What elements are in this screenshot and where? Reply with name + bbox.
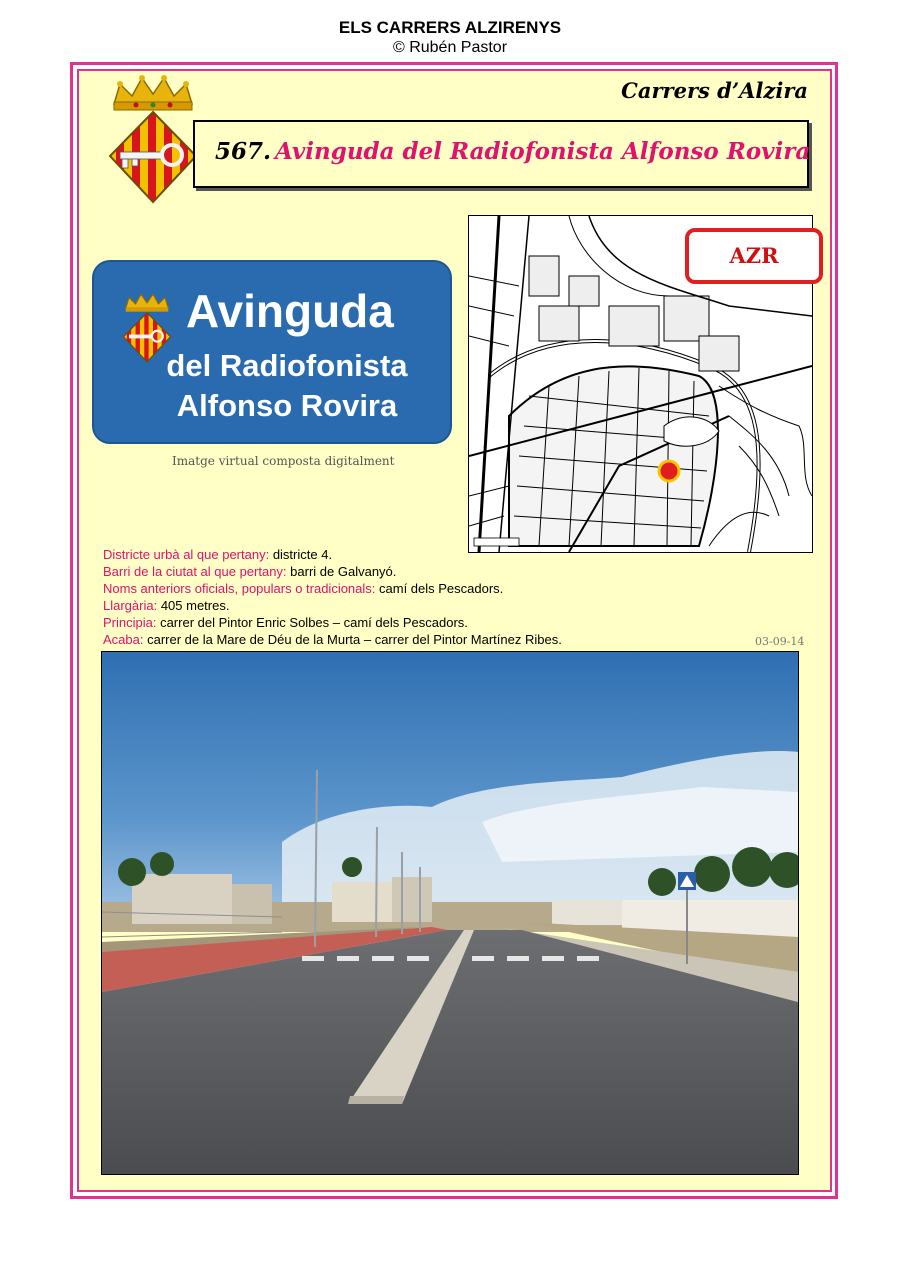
- street-photo: [101, 651, 799, 1175]
- info-row-district: Districte urbà al que pertany: districte 4.: [103, 547, 333, 562]
- street-info: [103, 546, 803, 648]
- street-name: Avinguda del Radiofonista Alfonso Rovira: [275, 138, 811, 165]
- info-row-start: Principia: carrer del Pintor Enric Solbes – camí dels Pescadors.: [103, 615, 468, 630]
- map-marker-icon: [659, 461, 679, 481]
- zone-badge: AZR: [685, 228, 823, 284]
- series-title: Carrers d’Alzira: [621, 78, 808, 103]
- street-sign: [92, 260, 452, 444]
- info-row-length: Llargària: 405 metres.: [103, 598, 230, 613]
- document-title: ELS CARRERS ALZIRENYS: [338, 18, 562, 37]
- coat-of-arms-icon: [106, 74, 200, 206]
- sign-caption: Imatge virtual composta digitalment: [172, 454, 395, 468]
- street-number: 567.: [215, 138, 272, 165]
- street-photo-drawing: [102, 652, 798, 1174]
- street-title-box: [193, 120, 809, 188]
- info-row-end: Acaba: carrer de la Mare de Déu de la Murta – carrer del Pintor Martínez Ribes.: [103, 632, 562, 647]
- info-row-former-names: Noms anteriors oficials, populars o tradicionals: camí dels Pescadors.: [103, 581, 504, 596]
- sign-line-2: del Radiofonista: [166, 348, 408, 383]
- info-row-neighbourhood: Barri de la ciutat al que pertany: barri de Galvanyó.: [103, 564, 397, 579]
- sign-line-3: Alfonso Rovira: [176, 388, 398, 423]
- copyright-line: © Rubén Pastor: [392, 39, 508, 56]
- photo-date: 03-09-14: [755, 635, 805, 648]
- sign-line-1: Avinguda: [186, 285, 394, 337]
